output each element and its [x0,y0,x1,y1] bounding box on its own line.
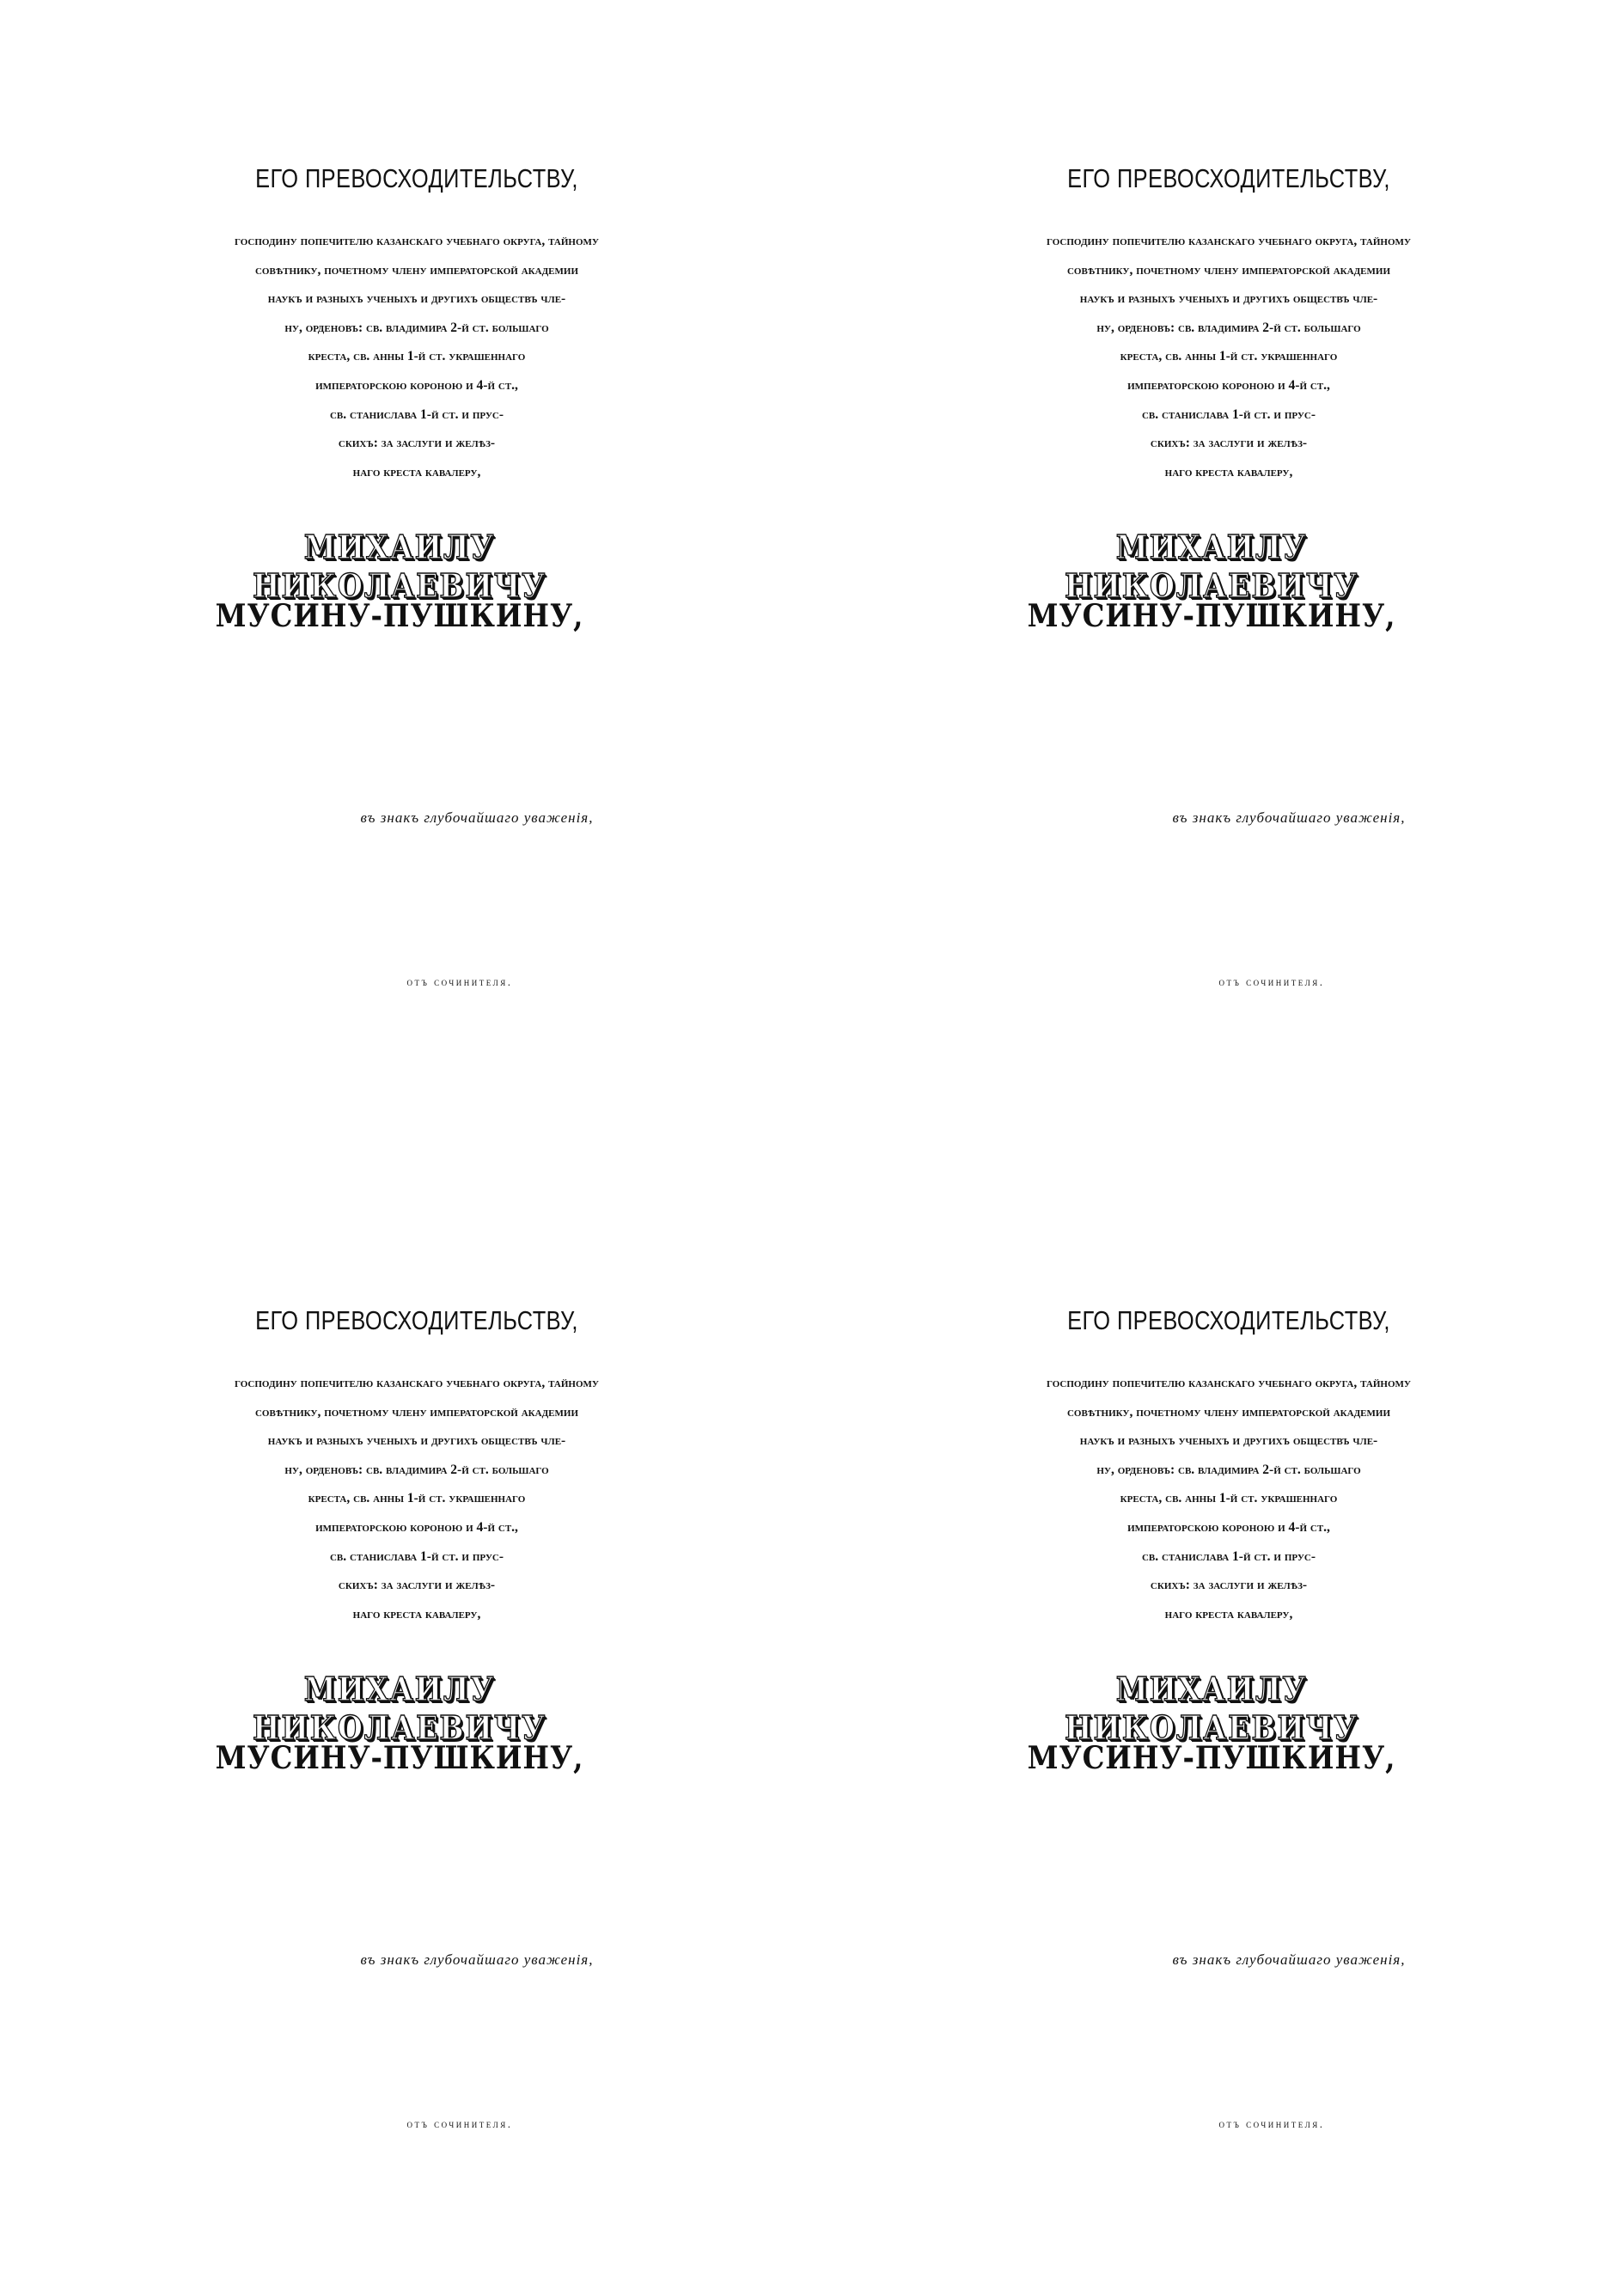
recipient-first-name: МИХАИЛУ НИКОЛАЕВИЧУ [253,1670,546,1747]
titles-line: совѣтнику, почетному члену императорской академии [1066,262,1391,278]
titles-line: господину попечителю казанскаго учебнаго округа, тайному [1047,234,1411,248]
author-signature: отъ сочинителя. [406,2117,513,2130]
titles-line: императорскою короною и 4-й ст., [1127,1519,1330,1535]
dedication-page-3 [0,1142,812,2284]
titles-line: ну, орденовъ: св. владимира 2-й ст. большаго [1096,1462,1361,1477]
titles-line: св. станислава 1-й ст. и прус- [329,406,504,422]
titles-line: наукъ и разныхъ ученыхъ и другихъ обществъ чле- [267,291,566,307]
titles-line: наго креста кавалеру, [352,1606,481,1621]
titles-line: св. станислава 1-й ст. и прус- [1141,1548,1316,1564]
author-signature: отъ сочинителя. [406,975,513,988]
titles-line: скихъ: за заслуги и желѣз- [1150,436,1308,451]
recipient-surname: МУСИНУ-ПУШКИНУ, [215,598,584,634]
titles-line: креста, св. анны 1-й ст. украшеннаго [1120,1491,1338,1506]
dedication-line: въ знакъ глубочайшаго уваженія, [360,1951,594,1968]
titles-line: креста, св. анны 1-й ст. украшеннаго [308,1491,526,1506]
titles-line: господину попечителю казанскаго учебнаго округа, тайному [235,1376,599,1390]
author-signature: отъ сочинителя. [1218,2117,1325,2130]
recipient-first-name: МИХАИЛУ НИКОЛАЕВИЧУ [1065,528,1358,605]
titles-line: ну, орденовъ: св. владимира 2-й ст. большаго [284,320,549,335]
recipient-first-name: МИХАИЛУ НИКОЛАЕВИЧУ [253,528,546,605]
titles-line: наукъ и разныхъ ученыхъ и другихъ обществъ чле- [1079,1433,1378,1449]
dedication-page-1 [0,0,812,1142]
dedication-line: въ знакъ глубочайшаго уваженія, [360,809,594,826]
titles-line: креста, св. анны 1-й ст. украшеннаго [308,349,526,364]
titles-block [150,227,683,486]
titles-line: ну, орденовъ: св. владимира 2-й ст. большаго [284,1462,549,1477]
titles-line: св. станислава 1-й ст. и прус- [329,1548,504,1564]
titles-block [962,227,1495,486]
titles-line: императорскою короною и 4-й ст., [315,377,518,393]
titles-line: господину попечителю казанскаго учебнаго округа, тайному [235,234,599,248]
dedication-line: въ знакъ глубочайшаго уваженія, [1172,809,1406,826]
titles-line: ну, орденовъ: св. владимира 2-й ст. большаго [1096,320,1361,335]
titles-line: наго креста кавалеру, [1164,1606,1293,1621]
recipient-surname: МУСИНУ-ПУШКИНУ, [1027,1740,1396,1776]
titles-line: скихъ: за заслуги и желѣз- [338,436,496,451]
dedication-line: въ знакъ глубочайшаго уваженія, [1172,1951,1406,1968]
heading: ЕГО ПРЕВОСХОДИТЕЛЬСТВУ, [255,163,578,193]
titles-line: наукъ и разныхъ ученыхъ и другихъ обществъ чле- [1079,291,1378,307]
titles-block [962,1369,1495,1628]
titles-line: скихъ: за заслуги и желѣз- [338,1578,496,1593]
titles-line: совѣтнику, почетному члену императорской академии [1066,1404,1391,1420]
titles-line: совѣтнику, почетному члену императорской академии [254,1404,579,1420]
recipient-first-name: МИХАИЛУ НИКОЛАЕВИЧУ [1065,1670,1358,1747]
heading: ЕГО ПРЕВОСХОДИТЕЛЬСТВУ, [1067,163,1390,193]
titles-line: наго креста кавалеру, [352,464,481,479]
titles-line: наго креста кавалеру, [1164,464,1293,479]
recipient-surname: МУСИНУ-ПУШКИНУ, [215,1740,584,1776]
titles-block [150,1369,683,1628]
titles-line: скихъ: за заслуги и желѣз- [1150,1578,1308,1593]
titles-line: императорскою короною и 4-й ст., [1127,377,1330,393]
recipient-surname: МУСИНУ-ПУШКИНУ, [1027,598,1396,634]
titles-line: наукъ и разныхъ ученыхъ и другихъ обществъ чле- [267,1433,566,1449]
titles-line: господину попечителю казанскаго учебнаго округа, тайному [1047,1376,1411,1390]
titles-line: императорскою короною и 4-й ст., [315,1519,518,1535]
titles-line: креста, св. анны 1-й ст. украшеннаго [1120,349,1338,364]
heading: ЕГО ПРЕВОСХОДИТЕЛЬСТВУ, [1067,1305,1390,1335]
titles-line: св. станислава 1-й ст. и прус- [1141,406,1316,422]
heading: ЕГО ПРЕВОСХОДИТЕЛЬСТВУ, [255,1305,578,1335]
titles-line: совѣтнику, почетному члену императорской академии [254,262,579,278]
dedication-page-2 [812,0,1624,1142]
dedication-page-4 [812,1142,1624,2284]
author-signature: отъ сочинителя. [1218,975,1325,988]
